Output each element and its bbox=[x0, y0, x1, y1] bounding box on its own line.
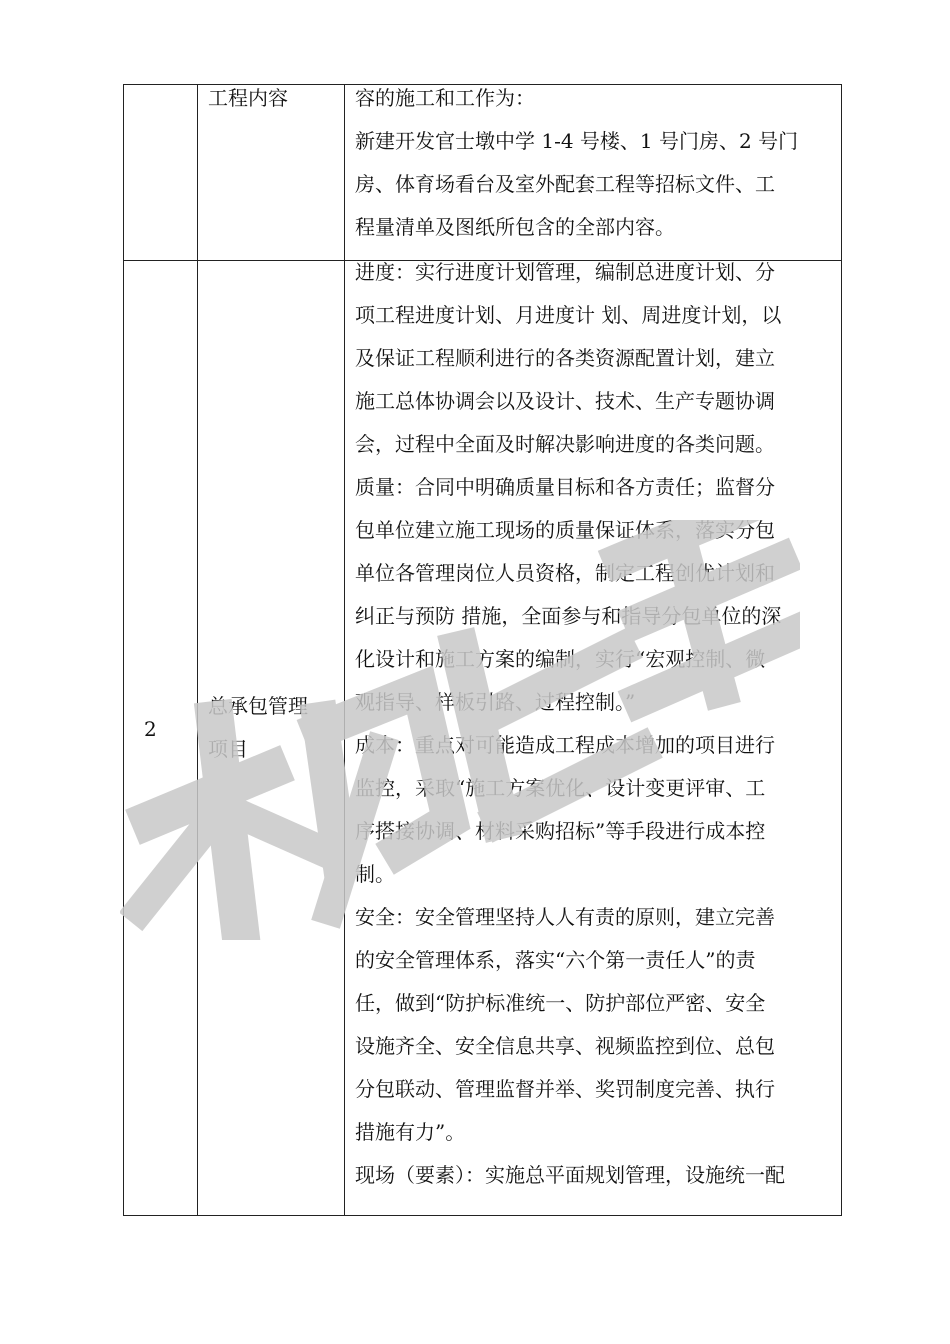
row2-line: 设施齐全、安全信息共享、视频监控到位、总包 bbox=[355, 1034, 775, 1058]
row2-label bbox=[208, 685, 308, 771]
row2-line: 制。 bbox=[355, 862, 395, 886]
row2-line: 安全：安全管理坚持人人有责的原则，建立完善 bbox=[355, 905, 775, 929]
row2-line: 成本：重点对可能造成工程成本增加的项目进行 bbox=[355, 733, 775, 757]
row2-line: 任，做到“防护标准统一、防护部位严密、安全 bbox=[355, 991, 766, 1015]
row2-line: 包单位建立施工现场的质量保证体系，落实分包 bbox=[355, 518, 775, 542]
row1-label: 工程内容 bbox=[208, 86, 288, 110]
row2-line: 纠正与预防 措施，全面参与和指导分包单位的深 bbox=[355, 604, 782, 628]
row2-line: 及保证工程顺利进行的各类资源配置计划，建立 bbox=[355, 346, 775, 370]
row2-line: 项工程进度计划、月进度计 划、周进度计划，以 bbox=[355, 303, 782, 327]
row1-line: 容的施工和工作为： bbox=[355, 86, 535, 110]
row2-line: 进度：实行进度计划管理，编制总进度计划、分 bbox=[355, 260, 775, 284]
row1-line: 程量清单及图纸所包含的全部内容。 bbox=[355, 215, 675, 239]
row2-content bbox=[355, 251, 785, 1197]
content-table bbox=[123, 84, 842, 1216]
row2-line: 施工总体协调会以及设计、技术、生产专题协调 bbox=[355, 389, 775, 413]
row1-line: 房、体育场看台及室外配套工程等招标文件、工 bbox=[355, 172, 775, 196]
row2-line: 监控，采取“施工方案优化、设计变更评审、工 bbox=[355, 776, 766, 800]
row2-line: 分包联动、管理监督并举、奖罚制度完善、执行 bbox=[355, 1077, 775, 1101]
row2-line: 质量：合同中明确质量目标和各方责任；监督分 bbox=[355, 475, 775, 499]
row1-line: 新建开发官士墩中学 1-4 号楼、1 号门房、2 号门 bbox=[355, 129, 799, 153]
column-divider-2 bbox=[344, 85, 345, 1215]
row2-line: 措施有力”。 bbox=[355, 1120, 466, 1144]
row2-label-line: 项目 bbox=[208, 737, 248, 761]
row2-line: 观指导、样板引路、过程控制。” bbox=[355, 690, 636, 714]
row2-line: 现场（要素）：实施总平面规划管理，设施统一配 bbox=[355, 1163, 785, 1187]
row2-number: 2 bbox=[144, 717, 157, 741]
row2-label-line: 总承包管理 bbox=[208, 694, 308, 718]
row1-content bbox=[355, 77, 798, 249]
row2-line: 序搭接协调、材料采购招标”等手段进行成本控 bbox=[355, 819, 766, 843]
row2-line: 会，过程中全面及时解决影响进度的各类问题。 bbox=[355, 432, 775, 456]
row2-line: 化设计和施工方案的编制，实行“宏观控制、微 bbox=[355, 647, 766, 671]
column-divider-1 bbox=[197, 85, 198, 1215]
row2-line: 的安全管理体系，落实“六个第一责任人”的责 bbox=[355, 948, 756, 972]
row2-line: 单位各管理岗位人员资格，制定工程创优计划和 bbox=[355, 561, 775, 585]
